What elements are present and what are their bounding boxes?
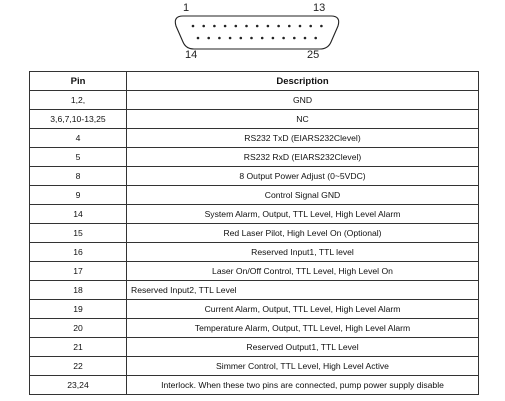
table-row <box>30 262 479 281</box>
pin-cell: 18 <box>30 281 127 300</box>
description-cell: Simmer Control, TTL Level, High Level Active <box>127 357 479 376</box>
description-cell: Current Alarm, Output, TTL Level, High Level Alarm <box>127 300 479 319</box>
pin-cell: 4 <box>30 129 127 148</box>
description-cell: RS232 TxD (EIARS232Clevel) <box>127 129 479 148</box>
pin-label-25: 25 <box>307 49 320 61</box>
connector-pin <box>309 25 312 28</box>
pin-cell: 5 <box>30 148 127 167</box>
pin-cell: 23,24 <box>30 376 127 395</box>
connector-pin <box>320 25 323 28</box>
description-cell: GND <box>127 91 479 110</box>
pin-cell: 8 <box>30 167 127 186</box>
db25-connector-icon <box>0 0 505 66</box>
pin-cell: 15 <box>30 224 127 243</box>
connector-pin <box>256 25 259 28</box>
pin-cell: 9 <box>30 186 127 205</box>
table-row <box>30 281 479 300</box>
table-row <box>30 319 479 338</box>
table-row <box>30 243 479 262</box>
description-cell: 8 Output Power Adjust (0~5VDC) <box>127 167 479 186</box>
connector-pin <box>218 37 221 40</box>
table-row <box>30 148 479 167</box>
description-column-header: Description <box>127 72 479 91</box>
pin-cell: 19 <box>30 300 127 319</box>
db25-connector-diagram <box>0 0 505 66</box>
description-cell: Control Signal GND <box>127 186 479 205</box>
connector-pin <box>261 37 264 40</box>
connector-pin <box>314 37 317 40</box>
description-cell: Temperature Alarm, Output, TTL Level, High Level Alarm <box>127 319 479 338</box>
connector-pin <box>192 25 195 28</box>
table-row <box>30 91 479 110</box>
pin-cell: 1,2, <box>30 91 127 110</box>
connector-pin <box>245 25 248 28</box>
pin-cell: 16 <box>30 243 127 262</box>
connector-pin <box>304 37 307 40</box>
table-header-row <box>30 72 479 91</box>
connector-pin <box>197 37 200 40</box>
pin-cell: 14 <box>30 205 127 224</box>
description-cell: Interlock. When these two pins are connected, pump power supply disable <box>127 376 479 395</box>
pin-label-1: 1 <box>183 2 190 14</box>
table-row <box>30 338 479 357</box>
pin-cell: 17 <box>30 262 127 281</box>
connector-pin <box>267 25 270 28</box>
connector-pin <box>240 37 243 40</box>
pin-cell: 3,6,7,10-13,25 <box>30 110 127 129</box>
table-row <box>30 205 479 224</box>
connector-pin <box>293 37 296 40</box>
table-row <box>30 376 479 395</box>
table-row <box>30 110 479 129</box>
pin-cell: 22 <box>30 357 127 376</box>
pin-description-table <box>29 71 479 395</box>
pin-label-14: 14 <box>185 49 198 61</box>
description-cell: Red Laser Pilot, High Level On (Optional) <box>127 224 479 243</box>
description-cell: Reserved Input2, TTL Level <box>127 281 479 300</box>
description-cell: RS232 RxD (EIARS232Clevel) <box>127 148 479 167</box>
connector-pin <box>250 37 253 40</box>
connector-pin <box>213 25 216 28</box>
connector-pin <box>288 25 291 28</box>
table-row <box>30 129 479 148</box>
pin-cell: 20 <box>30 319 127 338</box>
connector-pin <box>202 25 205 28</box>
connector-pin <box>224 25 227 28</box>
connector-pin <box>207 37 210 40</box>
description-cell: Laser On/Off Control, TTL Level, High Level On <box>127 262 479 281</box>
pin-cell: 21 <box>30 338 127 357</box>
description-cell: Reserved Output1, TTL Level <box>127 338 479 357</box>
connector-pin <box>272 37 275 40</box>
connector-pin <box>299 25 302 28</box>
table-row <box>30 300 479 319</box>
connector-pin <box>235 25 238 28</box>
connector-pin <box>282 37 285 40</box>
description-cell: Reserved Input1, TTL level <box>127 243 479 262</box>
table-row <box>30 186 479 205</box>
table-row <box>30 357 479 376</box>
connector-pin <box>229 37 232 40</box>
connector-pin <box>277 25 280 28</box>
pin-label-13: 13 <box>313 2 326 14</box>
pin-column-header: Pin <box>30 72 127 91</box>
description-cell: NC <box>127 110 479 129</box>
table-row <box>30 224 479 243</box>
table-row <box>30 167 479 186</box>
description-cell: System Alarm, Output, TTL Level, High Level Alarm <box>127 205 479 224</box>
